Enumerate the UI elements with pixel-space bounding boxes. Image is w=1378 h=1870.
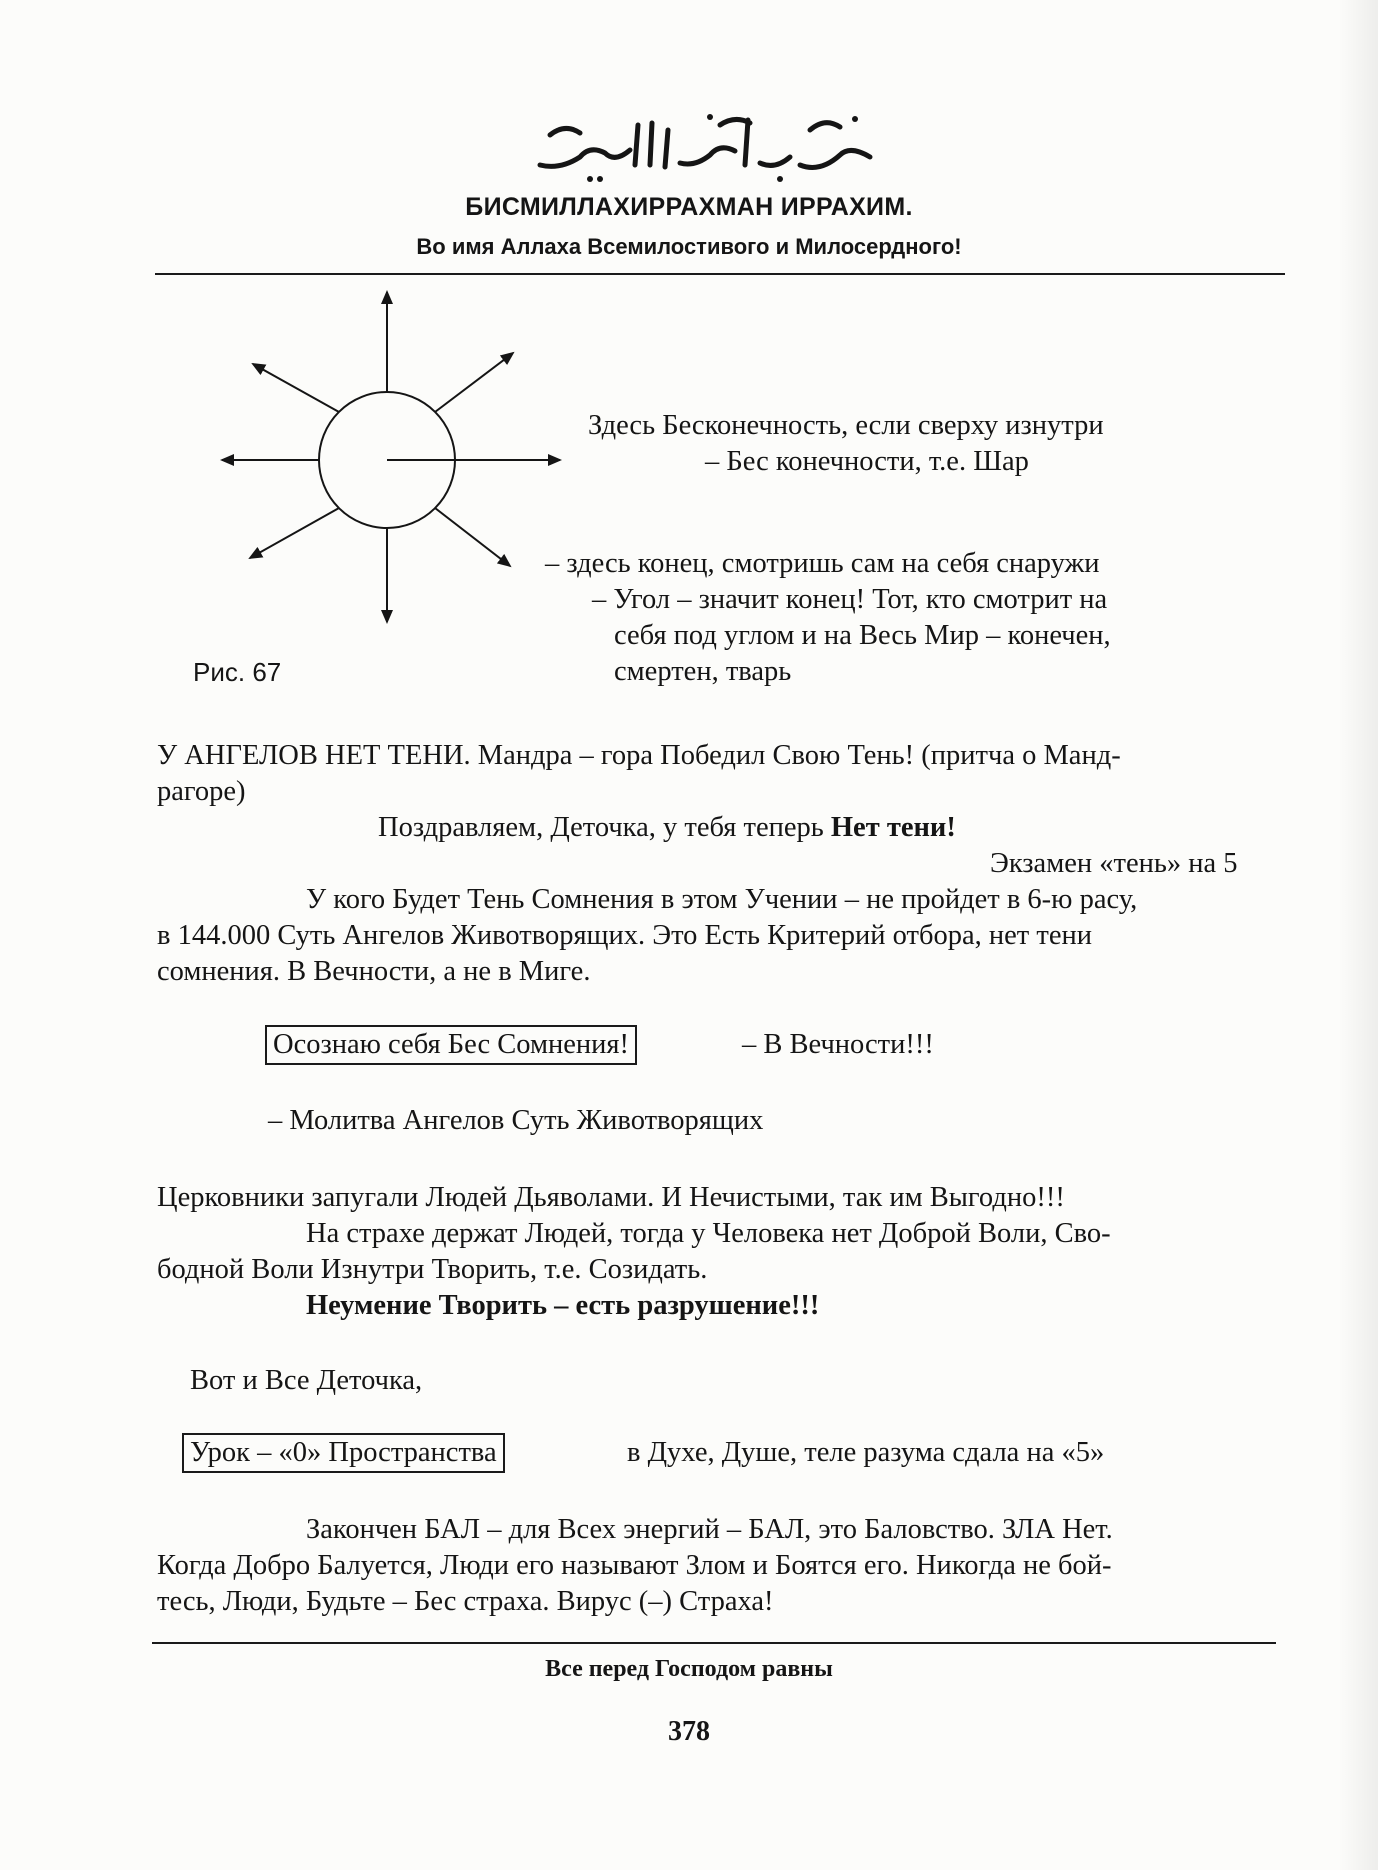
paragraph-9-line-2: Когда Добро Балуется, Люди его называют Злом и Боятся его. Никогда не бой- xyxy=(157,1550,1112,1581)
figure-text-top-2: – Бес конечности, т.е. Шар xyxy=(705,446,1029,477)
page-number: 378 xyxy=(668,1716,710,1747)
paragraph-6-line-2: бодной Воли Изнутри Творить, т.е. Созидать. xyxy=(157,1254,708,1285)
header-rule xyxy=(155,273,1285,275)
prayer-line: – Молитва Ангелов Суть Животворящих xyxy=(268,1105,764,1136)
arabic-calligraphy-logo xyxy=(520,95,900,190)
paragraph-7-bold: Неумение Творить – есть разрушение!!! xyxy=(306,1290,820,1321)
page-edge-shadow xyxy=(1338,0,1378,1870)
boxed-statement-1: Осознаю себя Бес Сомнения! xyxy=(265,1025,637,1065)
figure-caption: Рис. 67 xyxy=(193,657,282,687)
figure-text-bottom-4: смертен, тварь xyxy=(614,656,792,687)
paragraph-2-text: Поздравляем, Деточка, у тебя теперь xyxy=(378,812,831,843)
figure-text-bottom-1: – здесь конец, смотришь сам на себя снаружи xyxy=(545,548,1100,579)
figure-sphere-diagram xyxy=(205,280,565,630)
boxed-statement-2: Урок – «0» Пространства xyxy=(182,1433,505,1473)
footer-rule xyxy=(152,1642,1276,1644)
paragraph-4-line-1: У кого Будет Тень Сомнения в этом Учении – не пройдет в 6-ю расу, xyxy=(306,884,1138,915)
paragraph-2-bold: Нет тени! xyxy=(830,812,956,843)
boxed-statement-2-after: в Духе, Душе, теле разума сдала на «5» xyxy=(627,1437,1105,1468)
figure-text-bottom-2: – Угол – значит конец! Тот, кто смотрит на xyxy=(592,584,1108,615)
boxed-statement-1-after: – В Вечности!!! xyxy=(742,1029,934,1060)
paragraph-3: Экзамен «тень» на 5 xyxy=(990,848,1238,879)
paragraph-4-line-3: сомнения. В Вечности, а не в Миге. xyxy=(157,956,591,987)
paragraph-2 xyxy=(378,810,956,846)
header-title: БИСМИЛЛАХИРРАХМАН ИРРАХИМ. xyxy=(465,193,913,221)
footer-motto: Все перед Господом равны xyxy=(545,1656,833,1682)
paragraph-4-line-2: в 144.000 Суть Ангелов Животворящих. Это Есть Критерий отбора, нет тени xyxy=(157,920,1092,951)
paragraph-9-line-1: Закончен БАЛ – для Всех энергий – БАЛ, это Баловство. ЗЛА Нет. xyxy=(306,1514,1113,1545)
paragraph-5: Церковники запугали Людей Дьяволами. И Нечистыми, так им Выгодно!!! xyxy=(157,1182,1065,1213)
figure-text-bottom-3: себя под углом и на Весь Мир – конечен, xyxy=(614,620,1111,651)
paragraph-6-line-1: На страхе держат Людей, тогда у Человека нет Доброй Воли, Сво- xyxy=(306,1218,1111,1249)
paragraph-8: Вот и Все Деточка, xyxy=(190,1365,423,1396)
header-subtitle: Во имя Аллаха Всемилостивого и Милосердного! xyxy=(416,234,962,259)
paragraph-1-line-2: рагоре) xyxy=(157,776,246,807)
figure-text-top-1: Здесь Бесконечность, если сверху изнутри xyxy=(588,410,1104,441)
paragraph-9-line-3: тесь, Люди, Будьте – Бес страха. Вирус (–) Страха! xyxy=(157,1586,774,1617)
paragraph-1-line-1: У АНГЕЛОВ НЕТ ТЕНИ. Мандра – гора Победил Свою Тень! (притча о Манд- xyxy=(157,740,1121,771)
